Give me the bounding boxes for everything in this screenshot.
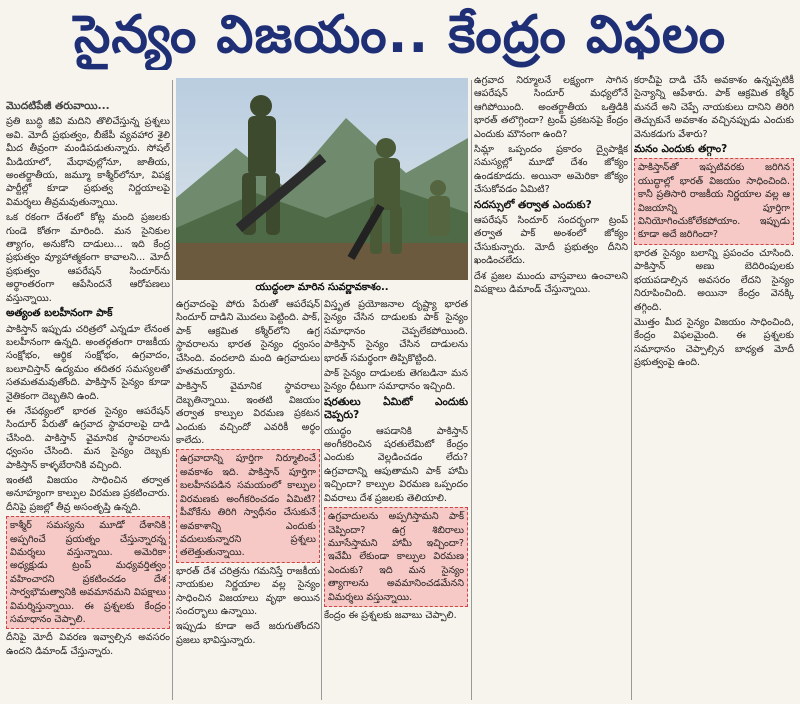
paragraph: భారత సైన్యం బలాన్ని ప్రపంచం చూసింది. పాకిస్తాన్ అణు బెదిరింపులకు భయపడాల్సిన అవసరం లేదని సైన్యం నిరూపించింది. అయినా కేంద్రం వెనక్కి తగ్గింది. (634, 247, 794, 313)
paragraph: ఇంతటి విజయం సాధించిన తర్వాత అనూహ్యంగా కాల్పుల విరమణ ప్రకటించారు. దీనిపై ప్రజల్లో తీవ్ర అసంతృప్తి ఉన్నది. (6, 474, 170, 513)
paragraph: ఉగ్రవాద నిర్మూలనే లక్ష్యంగా సాగిన ఆపరేషన్ సిందూర్ మధ్యలోనే ఆగిపోయింది. అంతర్జాతీయ ఒత్తిడికి భారత్ తలొగ్గిందా? ట్రంప్ ప్రకటనపై కేంద్రం ఎందుకు మౌనంగా ఉంది? (474, 75, 628, 140)
paragraph: పాకిస్తాన్ ఇప్పుడు చరిత్రలో ఎన్నడూ లేనంత బలహీనంగా ఉన్నది. అంతర్గతంగా రాజకీయ సంక్షోభం, ఆర్థిక సంక్షోభం, ఉగ్రవాదం, బలూచిస్తాన్ ఉద్యమం తదితర సమస్యలతో సతమతమవుతోంది. పాకిస్తాన్ సైన్యం కూడా నైతికంగా దెబ్బతిని ఉంది. (6, 323, 170, 402)
paragraph: దీనిపై మోదీ వివరణ ఇవ్వాల్సిన అవసరం ఉందని డిమాండ్ చేస్తున్నారు. (6, 632, 170, 657)
paragraph: విస్తృత ప్రయోజనాల దృష్ట్యా భారత సైన్యం చేసిన దాడులకు పాక్ సైన్యం సమాధానం చెప్పలేకపోయింది. పాకిస్తాన్ సైన్యం చేసిన దాడులను భారత్ సమర్థంగా తిప్పికొట్టింది. (324, 299, 468, 364)
paragraph: మొత్తం మీద సైన్యం విజయం సాధించింది, కేంద్రం విఫలమైంది. ఈ ప్రశ్నలకు సమాధానం చెప్పాల్సిన బాధ్యత మోదీ ప్రభుత్వంపై ఉంది. (634, 316, 794, 369)
paragraph: ఆపరేషన్ సిందూర్ సందర్భంగా ట్రంప్ తర్వాత పాక్ అంశంలో జోక్యం చేసుకున్నారు. మోదీ ప్రభుత్వం దీనిని ఖండించలేదు. (474, 215, 628, 267)
paragraph: యుద్ధం ఆపడానికి పాకిస్తాన్ అంగీకరించిన షరతులేమిటో కేంద్రం ఎందుకు వెల్లడించడం లేదు? ఉగ్రవాదాన్ని ఆపుతామని పాక్ హామీ ఇచ్చిందా? కాల్పుల విరమణ ఒప్పందం వివరాలు దేశ ప్రజలకు తెలియాలి. (324, 425, 468, 504)
article-column-3 (324, 298, 468, 700)
paragraph: కరాచీపై దాడి చేసే అవకాశం ఉన్నప్పటికీ సైన్యాన్ని ఆపేశారు. పాక్ ఆక్రమిత కశ్మీర్ మనదే అని చెప్పే నాయకులు దానిని తిరిగి తెచ్చుకునే అవకాశం వచ్చినప్పుడు ఎందుకు వెనుకడుగు వేశారు? (634, 75, 794, 140)
subheading: షరతులు ఏమిటో ఎందుకు చెప్పరు? (324, 395, 468, 422)
paragraph: పాకిస్తాన్ వైమానిక స్థావరాలు దెబ్బతిన్నాయి. ఇంతటి విజయం తర్వాత కాల్పుల విరమణ ప్రకటన ఎందుకు వచ్చిందో ఎవరికీ అర్థం కాలేదు. (176, 381, 320, 447)
column-divider (471, 80, 472, 700)
subheading: అత్యంత బలహీనంగా పాక్ (6, 307, 113, 320)
paragraph: కేంద్రం ఈ ప్రశ్నలకు జవాబు చెప్పాలి. (324, 609, 457, 621)
paragraph: దేశ ప్రజల ముందు వాస్తవాలు ఉంచాలని విపక్షాలు డిమాండ్ చేస్తున్నాయి. (474, 270, 628, 296)
paragraph: ఒక రకంగా దేశంలో కోట్ల మంది ప్రజలకు గుండె కోతగా మారింది. మన సైనికుల త్యాగం, అనుకోని దాడులు... ఇది కేంద్ర ప్రభుత్వం వ్యూహాత్మకంగా కావాలని... మోదీ ప్రభుత్వం ఆపరేషన్ సిందూర్‌ను అర్థాంతరంగా ఆపేసిందనే ఆరోపణలు వస్తున్నాయి. (6, 212, 170, 304)
highlight-box: ఉగ్రవాదులను అప్పగిస్తామని పాక్ చెప్పిందా? ఉగ్ర శిబిరాలు మూసేస్తామని హామీ ఇచ్చిందా? ఇవేమీ లేకుండా కాల్పుల విరమణ ఎందుకు? ఇది మన సైన్యం త్యాగాలను అవమానించడమేనని విమర్శలు వస్తున్నాయి. (324, 507, 468, 607)
highlight-box: ఉగ్రవాదాన్ని పూర్తిగా నిర్మూలించే అవకాశం ఇది. పాకిస్తాన్ పూర్తిగా బలహీనపడిన సమయంలో కాల్పుల విరమణకు అంగీకరించడం ఏమిటి? పీవోకేను తిరిగి స్వాధీనం చేసుకునే అవకాశాన్ని ఎందుకు వదులుకున్నారని ప్రశ్నలు తలెత్తుతున్నాయి. (176, 449, 320, 562)
paragraph: ఉగ్రవాదంపై పోరు పేరుతో ఆపరేషన్ సిందూర్ దాడిని మొదలు పెట్టింది. పాక్, పాక్ ఆక్రమిత కశ్మీర్‌లోని ఉగ్ర స్థావరాలను భారత సైన్యం ధ్వంసం చేసింది. వందలాది మంది ఉగ్రవాదులు హతమయ్యారు. (176, 299, 320, 378)
paragraph: ఈ నేపథ్యంలో భారత సైన్యం ఆపరేషన్ సిందూర్ పేరుతో ఉగ్రవాద స్థావరాలపై దాడి చేసింది. పాకిస్తాన్ వైమానిక స్థావరాలను ధ్వంసం చేసింది. మన సైన్యం దెబ్బకు పాకిస్తాన్ కాళ్ళబేరానికి వచ్చింది. (6, 405, 170, 471)
subheading: సదస్సులో తర్వాత ఎందుకు? (474, 198, 592, 211)
headline: సైన్యం విజయం.. కేంద్రం విఫలం (73, 5, 727, 65)
paragraph: పాక్ సైన్యం దాడులకు తెగబడినా మన సైన్యం ధీటుగా సమాధానం ఇచ్చింది. (324, 368, 468, 393)
photo-caption: యుద్ధంలా మారిన సువర్ణావకాశం.. (255, 282, 389, 293)
column-divider (321, 300, 322, 700)
soldiers-photo (176, 78, 468, 280)
soldiers-illustration (176, 78, 468, 280)
column-divider (172, 80, 173, 700)
subheading: మనం ఎందుకు తగ్గాం? (634, 143, 728, 156)
paragraph: భారత్ దేశ చరిత్రను గమనిస్తే రాజకీయ నాయకుల నిర్ణయాల వల్ల సైన్యం సాధించిన విజయాలు వృథా అయిన సందర్భాలు ఉన్నాయి. (176, 565, 320, 617)
column-divider (631, 80, 632, 700)
highlight-box: పాకిస్తాన్‌తో ఇప్పటివరకు జరిగిన యుద్ధాల్లో భారత్ విజయం సాధించింది. కానీ ప్రతిసారి రాజకీయ నిర్ణయాల వల్ల ఆ విజయాన్ని పూర్తిగా వినియోగించుకోలేకపోయాం. ఇప్పుడు కూడా అదే జరిగిందా? (634, 158, 794, 244)
article-column-2 (176, 298, 320, 700)
paragraph: ఇప్పుడు కూడా అదే జరుగుతోందని ప్రజలు భావిస్తున్నారు. (176, 621, 320, 646)
highlight-box: కాశ్మీర్ సమస్యను మూడో దేశానికి అప్పగించే ప్రయత్నం చేస్తున్నారన్న విమర్శలు వస్తున్నాయి. అమెరికా అధ్యక్షుడు ట్రంప్ మధ్యవర్తిత్వం వహించారని ప్రకటించడం దేశ సార్వభౌమత్వానికి అవమానమని విపక్షాలు విమర్శిస్తున్నాయి. ఈ ప్రశ్నలకు కేంద్రం సమాధానం చెప్పాలి. (6, 516, 170, 629)
paragraph: ప్రతి బుద్ధి జీవి మదిని తొలిచేస్తున్న ప్రశ్నలు అవి. మోదీ ప్రభుత్వం, బీజేపీ వ్యవహార శైలి మీద తీవ్రంగా మండిపడుతున్నారు. సోషల్ మీడియాలో, మేధావుల్లోనూ, జాతీయ, అంతర్జాతీయ, జమ్మూ కాశ్మీర్‌లోనూ, విపక్ష పార్టీల్లో కూడా ప్రభుత్వ నిర్ణయాలపై విమర్శలు తీవ్రమవుతున్నాయి. (6, 116, 170, 208)
article-column-4 (474, 74, 628, 700)
article-column-5 (634, 74, 794, 700)
section-label: మొదటిపేజీ తరువాయి... (6, 100, 110, 112)
article-column-1 (6, 100, 170, 700)
paragraph: సిమ్లా ఒప్పందం ప్రకారం ద్వైపాక్షిక సమస్యల్లో మూడో దేశం జోక్యం ఉండకూడదు. అయినా అమెరికా జోక్యం చేసుకోవడం ఏమిటి? (474, 144, 628, 196)
